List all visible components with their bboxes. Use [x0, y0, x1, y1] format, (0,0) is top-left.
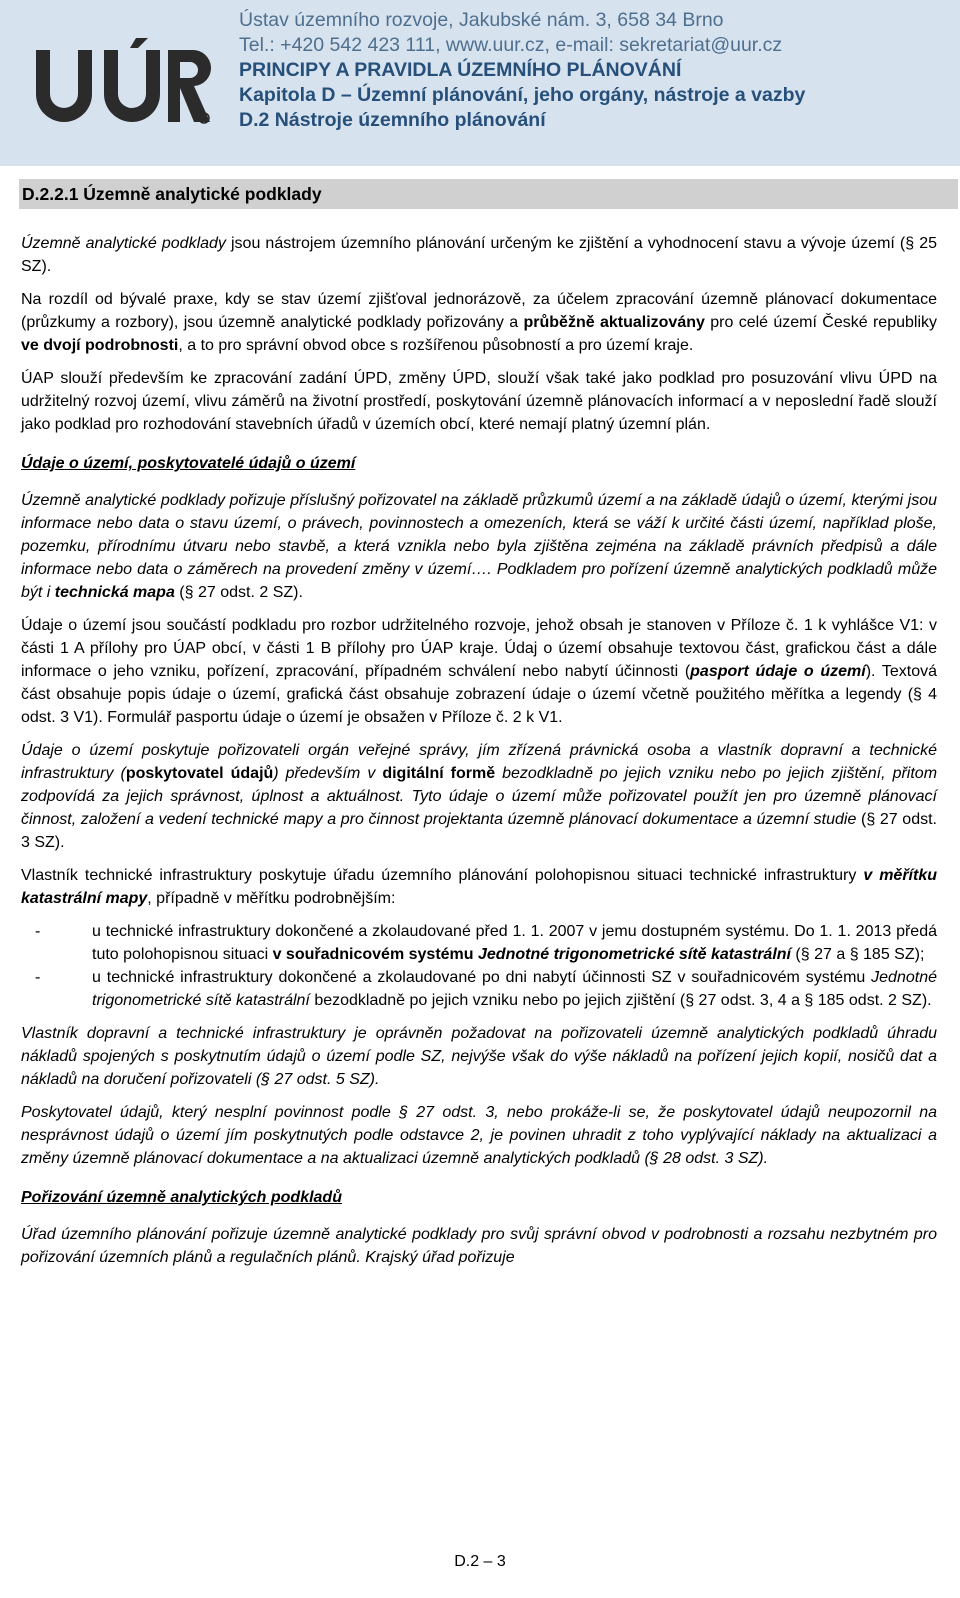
page-number: D.2 – 3: [454, 1553, 506, 1570]
heading-acquisition: Pořizování územně analytických podkladů: [21, 1189, 342, 1206]
paragraph-1: Územně analytické podklady jsou nástrojem územního plánování určeným ke zjištění a vyhodnocení stavu a vývoje území (§ 25 SZ).: [21, 235, 937, 275]
paragraph-9: Poskytovatel údajů, který nesplní povinnost podle § 27 odst. 3, nebo prokáže-li se, že poskytovatel údajů neupozornil na nesprávnost údajů o území jím poskytnutých podle odstavce 2, je povinen uhradit z toho vyplývající náklady na aktualizaci a změny územně plánovací dokumentace a na aktualizaci územně analytických podkladů (§ 28 odst. 3 SZ).: [21, 1104, 937, 1167]
paragraph-3: ÚAP slouží především ke zpracování zadání ÚPD, změny ÚPD, slouží však také jako podklad pro posuzování vlivu ÚPD na udržitelný rozvoj území, vlivu záměrů na životní prostředí, poskytování územně plánovacích informací a v neposlední řadě slouží jako podklad pro rozhodování stavebních úřadů v územích obcí, které nemají platný územní plán.: [21, 370, 937, 433]
header-address: Ústav územního rozvoje, Jakubské nám. 3, 658 34 Brno: [239, 9, 724, 31]
header-title-line3: D.2 Nástroje územního plánování: [239, 109, 546, 131]
paragraph-2: Na rozdíl od bývalé praxe, kdy se stav území zjišťoval jednorázově, za účelem zpracování územně plánovací dokumentace (průzkumy a rozbory), jsou územně analytické podklady pořizovány a průběžně aktualizovány pro celé území České republiky ve dvojí podrobnosti, a to pro správní obvod obce s rozšířenou působností a pro území kraje.: [21, 291, 938, 354]
page-header: [0, 0, 960, 166]
bullet-dash: -: [35, 923, 41, 940]
heading-data-providers: Údaje o území, poskytovatelé údajů o území: [21, 455, 356, 472]
section-title: D.2.2.1 Územně analytické podklady: [22, 184, 322, 204]
list-item: - u technické infrastruktury dokončené a zkolaudované po dni nabytí účinnosti SZ v souřadnicovém systému Jednotné trigonometrické sítě katastrální bezodkladně po jejich vzniku nebo po jejich zjištění (§ 27 odst. 3, 4 a § 185 odst. 2 SZ).: [21, 966, 937, 1012]
header-contact: Tel.: +420 542 423 111, www.uur.cz, e-mail: sekretariat@uur.cz: [239, 34, 783, 56]
paragraph-6: Údaje o území poskytuje pořizovateli orgán veřejné správy, jím zřízená právnická osoba a vlastník dopravní a technické infrastruktury (poskytovatel údajů) především v digitální formě bezodkladně po jejich vzniku nebo po jejich zjištění, přitom zodpovídá za jejich správnost, úplnost a aktuálnost. Tyto údaje o území může pořizovatel použít jen pro územně plánovací činnost, založení a vedení technické mapy a pro činnost projektanta územně plánovací dokumentace a územní studie (§ 27 odst. 3 SZ).: [21, 742, 938, 851]
paragraph-4: Územně analytické podklady pořizuje příslušný pořizovatel na základě průzkumů území a na základě údajů o území, kterými jsou informace nebo data o stavu území, o právech, povinnostech a omezeních, která se váží k určité části území, například ploše, pozemku, přírodnímu útvaru nebo stavbě, a která vznikla nebo byla zjištěna zejména na základě právních předpisů a dále informace nebo data o záměrech na provedení změny v území…. Podkladem pro pořízení územně analytických podkladů může být i technická mapa (§ 27 odst. 2 SZ).: [21, 492, 937, 601]
bullet-dash: -: [35, 969, 41, 986]
list-item: - u technické infrastruktury dokončené a zkolaudované před 1. 1. 2007 v jemu dostupném systému. Do 1. 1. 2013 předá tuto polohopisnou situaci v souřadnicovém systému Jednotné trigonometrické sítě katastrální (§ 27 a § 185 SZ);: [21, 920, 937, 966]
header-title-line1: PRINCIPY A PRAVIDLA ÚZEMNÍHO PLÁNOVÁNÍ: [239, 59, 682, 81]
uur-logo: [28, 38, 213, 126]
header-title-line2: Kapitola D – Územní plánování, jeho orgány, nástroje a vazby: [239, 84, 806, 106]
paragraph-8: Vlastník dopravní a technické infrastruktury je oprávněn požadovat na pořizovateli územně analytických podkladů úhradu nákladů spojených s poskytnutím údajů o území podle SZ, nejvýše však do výše nákladů na pořízení jejich kopií, nosičů dat a nákladů na doručení pořizovateli (§ 27 odst. 5 SZ).: [21, 1025, 937, 1088]
bullet-list: [21, 920, 937, 1012]
document-body: [21, 232, 937, 1279]
paragraph-7: Vlastník technické infrastruktury poskytuje úřadu územního plánování polohopisnou situaci technické infrastruktury v měřítku katastrální mapy, případně v měřítku podrobnějším:: [21, 867, 938, 907]
paragraph-10: Úřad územního plánování pořizuje územně analytické podklady pro svůj správní obvod v podrobnosti a rozsahu nezbytném pro pořizování územních plánů a regulačních plánů. Krajský úřad pořizuje: [21, 1226, 937, 1266]
paragraph-5: Údaje o území jsou součástí podkladu pro rozbor udržitelného rozvoje, jehož obsah je stanoven v Příloze č. 1 k vyhlášce V1: v části 1 A přílohy pro ÚAP obcí, v části 1 B přílohy pro ÚAP kraje. Údaj o území obsahuje textovou část, grafickou část a dále informace o jeho vzniku, pořízení, zpracování, případném schválení nebo nabytí účinnosti (pasport údaje o území). Textová část obsahuje popis údaje o území, grafická část obsahuje zobrazení údaje o území včetně použitého měřítka a legendy (§ 4 odst. 3 V1). Formulář pasportu údaje o území je obsažen v Příloze č. 2 k V1.: [21, 617, 938, 726]
